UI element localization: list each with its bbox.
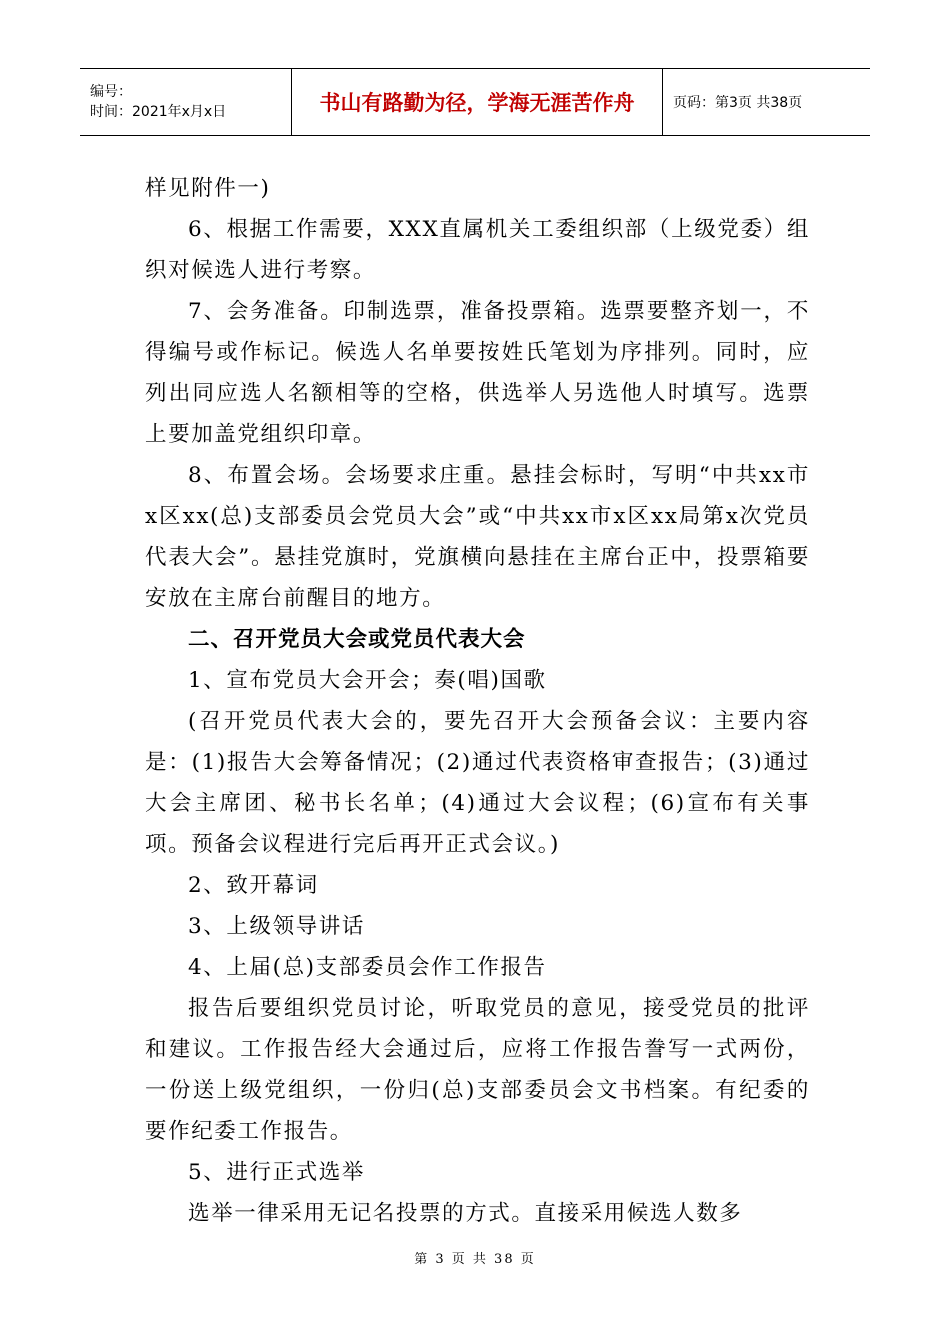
paragraph: 报告后要组织党员讨论，听取党员的意见，接受党员的批评和建议。工作报告经大会通过后，应将工作报告誊写一式两份，一份送上级党组织，一份归(总)支部委员会文书档案。有纪委的要作纪委工作报告。 — [145, 996, 810, 1144]
section-heading: 二、召开党员大会或党员代表大会 — [188, 627, 526, 652]
paragraph: 6、根据工作需要，XXX直属机关工委组织部（上级党委）组织对候选人进行考察。 — [145, 217, 810, 283]
header-page-info: 页码：第3页 共38页 — [663, 69, 871, 136]
paragraph: 样见附件一) — [145, 176, 271, 201]
header-meta-cell — [80, 69, 292, 136]
paragraph: 3、上级领导讲话 — [188, 914, 365, 939]
header-motto: 书山有路勤为径，学海无涯苦作舟 — [292, 69, 663, 136]
header-number-label: 编号： — [90, 84, 132, 100]
paragraph: 4、上届(总)支部委员会作工作报告 — [188, 955, 547, 980]
page-footer: 第 3 页 共 38 页 — [414, 1252, 536, 1267]
document-body — [145, 168, 810, 1234]
paragraph: 7、会务准备。印制选票，准备投票箱。选票要整齐划一，不得编号或作标记。候选人名单要按姓氏笔划为序排列。同时，应列出同应选人名额相等的空格，供选举人另选他人时填写。选票上要加盖党组织印章。 — [145, 299, 810, 447]
paragraph: 选举一律采用无记名投票的方式。直接采用候选人数多 — [188, 1201, 743, 1226]
document-header — [80, 68, 870, 136]
paragraph: 5、进行正式选举 — [188, 1160, 365, 1185]
paragraph: 1、宣布党员大会开会；奏(唱)国歌 — [188, 668, 547, 693]
paragraph: 2、致开幕词 — [188, 873, 319, 898]
paragraph: 8、布置会场。会场要求庄重。悬挂会标时，写明“中共xx市x区xx(总)支部委员会党员大会”或“中共xx市x区xx局第x次党员代表大会”。悬挂党旗时，党旗横向悬挂在主席台正中，投票箱要安放在主席台前醒目的地方。 — [145, 463, 810, 611]
header-time-label: 时间：2021年x月x日 — [90, 104, 227, 120]
paragraph: (召开党员代表大会的，要先召开大会预备会议：主要内容是：(1)报告大会筹备情况；(2)通过代表资格审查报告；(3)通过大会主席团、秘书长名单；(4)通过大会议程；(6)宣布有关事项。预备会议程进行完后再开正式会议。) — [145, 709, 810, 857]
